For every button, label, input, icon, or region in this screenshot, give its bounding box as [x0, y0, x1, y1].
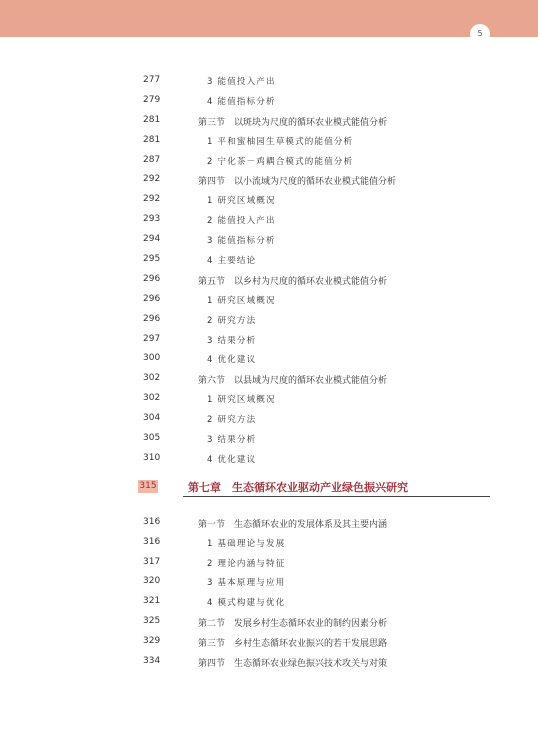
toc-section-title: 第一节 生态循环农业的发展体系及其主要内涵 [198, 519, 388, 530]
toc-entry[interactable] [0, 331, 538, 351]
toc-subsection-title: 2 能值投入产出 [207, 216, 276, 227]
table-of-contents [0, 72, 538, 673]
toc-page-number: 329 [143, 636, 161, 647]
chapter-heading-row[interactable] [0, 470, 538, 514]
toc-subsection-title: 4 优化建议 [207, 454, 257, 465]
toc-entry[interactable] [0, 633, 538, 653]
toc-entry[interactable] [0, 613, 538, 633]
toc-page-number: 296 [143, 273, 161, 284]
toc-page-number: 317 [143, 556, 161, 567]
toc-page-number: 292 [143, 174, 161, 185]
toc-page-number: 295 [143, 254, 161, 265]
toc-entry[interactable] [0, 534, 538, 554]
toc-page-number: 294 [143, 234, 161, 245]
toc-page-number: 279 [143, 94, 161, 105]
toc-page-number: 316 [143, 516, 161, 527]
toc-subsection-title: 4 模式构建与优化 [207, 598, 286, 609]
toc-entry[interactable] [0, 370, 538, 390]
toc-entry[interactable] [0, 271, 538, 291]
toc-page-number: 305 [143, 433, 161, 444]
toc-section-title: 第四节 以小流域为尺度的循环农业模式能值分析 [198, 177, 397, 188]
toc-entry[interactable] [0, 92, 538, 112]
toc-section-before [0, 72, 538, 470]
chapter-underline [183, 496, 490, 497]
toc-entry[interactable] [0, 430, 538, 450]
toc-entry[interactable] [0, 573, 538, 593]
toc-page-number: 296 [143, 293, 161, 304]
toc-page-number: 296 [143, 313, 161, 324]
toc-page-number: 321 [143, 596, 161, 607]
toc-subsection-title: 2 研究方法 [207, 415, 257, 426]
toc-entry[interactable] [0, 191, 538, 211]
toc-entry[interactable] [0, 593, 538, 613]
toc-entry[interactable] [0, 112, 538, 132]
toc-entry[interactable] [0, 350, 538, 370]
toc-page-number: 300 [143, 353, 161, 364]
toc-entry[interactable] [0, 72, 538, 92]
toc-subsection-title: 4 主要结论 [207, 256, 257, 267]
page-number-badge: 5 [470, 24, 490, 44]
toc-page-number: 304 [143, 413, 161, 424]
toc-page-number: 293 [143, 214, 161, 225]
toc-subsection-title: 1 平和蜜柚园生草模式的能值分析 [207, 136, 354, 147]
toc-subsection-title: 1 研究区域概况 [207, 295, 276, 306]
chapter-title: 第七章 生态循环农业驱动产业绿色振兴研究 [188, 480, 408, 494]
toc-entry[interactable] [0, 152, 538, 172]
toc-entry[interactable] [0, 554, 538, 574]
toc-section-title: 第六节 以县域为尺度的循环农业模式能值分析 [198, 376, 388, 387]
toc-page-number: 325 [143, 616, 161, 627]
toc-subsection-title: 3 结果分析 [207, 335, 257, 346]
toc-entry[interactable] [0, 291, 538, 311]
toc-subsection-title: 4 能值指标分析 [207, 96, 276, 107]
toc-subsection-title: 3 结果分析 [207, 435, 257, 446]
toc-entry[interactable] [0, 653, 538, 673]
toc-entry[interactable] [0, 390, 538, 410]
toc-entry[interactable] [0, 132, 538, 152]
toc-page-number: 316 [143, 536, 161, 547]
toc-subsection-title: 3 能值指标分析 [207, 236, 276, 247]
toc-subsection-title: 1 研究区域概况 [207, 196, 276, 207]
toc-page-number: 334 [143, 656, 161, 667]
toc-section-title: 第二节 发展乡村生态循环农业的制约因素分析 [198, 619, 388, 630]
toc-entry[interactable] [0, 231, 538, 251]
toc-entry[interactable] [0, 251, 538, 271]
toc-subsection-title: 4 优化建议 [207, 355, 257, 366]
header-band [0, 0, 538, 37]
toc-subsection-title: 3 基本原理与应用 [207, 578, 286, 589]
toc-entry[interactable] [0, 514, 538, 534]
toc-entry[interactable] [0, 311, 538, 331]
toc-section-title: 第五节 以乡村为尺度的循环农业模式能值分析 [198, 276, 388, 287]
toc-subsection-title: 2 宁化茶－鸡耦合模式的能值分析 [207, 156, 354, 167]
toc-page-number: 310 [143, 452, 161, 463]
toc-subsection-title: 1 研究区域概况 [207, 395, 276, 406]
toc-section-title: 第四节 生态循环农业绿色振兴技术攻关与对策 [198, 659, 388, 670]
toc-section-title: 第三节 乡村生态循环农业振兴的若干发展思路 [198, 639, 388, 650]
toc-subsection-title: 3 能值投入产出 [207, 77, 276, 87]
toc-section-title: 第三节 以斑块为尺度的循环农业模式能值分析 [198, 117, 388, 128]
toc-page-number: 297 [143, 333, 161, 344]
toc-page-number: 287 [143, 154, 161, 165]
toc-subsection-title: 2 研究方法 [207, 315, 257, 326]
toc-entry[interactable] [0, 450, 538, 470]
toc-page-number: 277 [143, 75, 161, 85]
toc-page-number: 281 [143, 114, 161, 125]
toc-page-number: 292 [143, 194, 161, 205]
chapter-page-number: 315 [139, 480, 157, 491]
toc-page-number: 302 [143, 373, 161, 384]
toc-entry[interactable] [0, 211, 538, 231]
toc-page-number: 281 [143, 134, 161, 145]
toc-subsection-title: 1 基础理论与发展 [207, 538, 286, 549]
toc-subsection-title: 2 理论内涵与特征 [207, 558, 286, 569]
toc-entry[interactable] [0, 410, 538, 430]
toc-entry[interactable] [0, 171, 538, 191]
toc-section-after [0, 514, 538, 673]
toc-page-number: 302 [143, 393, 161, 404]
toc-page-number: 320 [143, 576, 161, 587]
